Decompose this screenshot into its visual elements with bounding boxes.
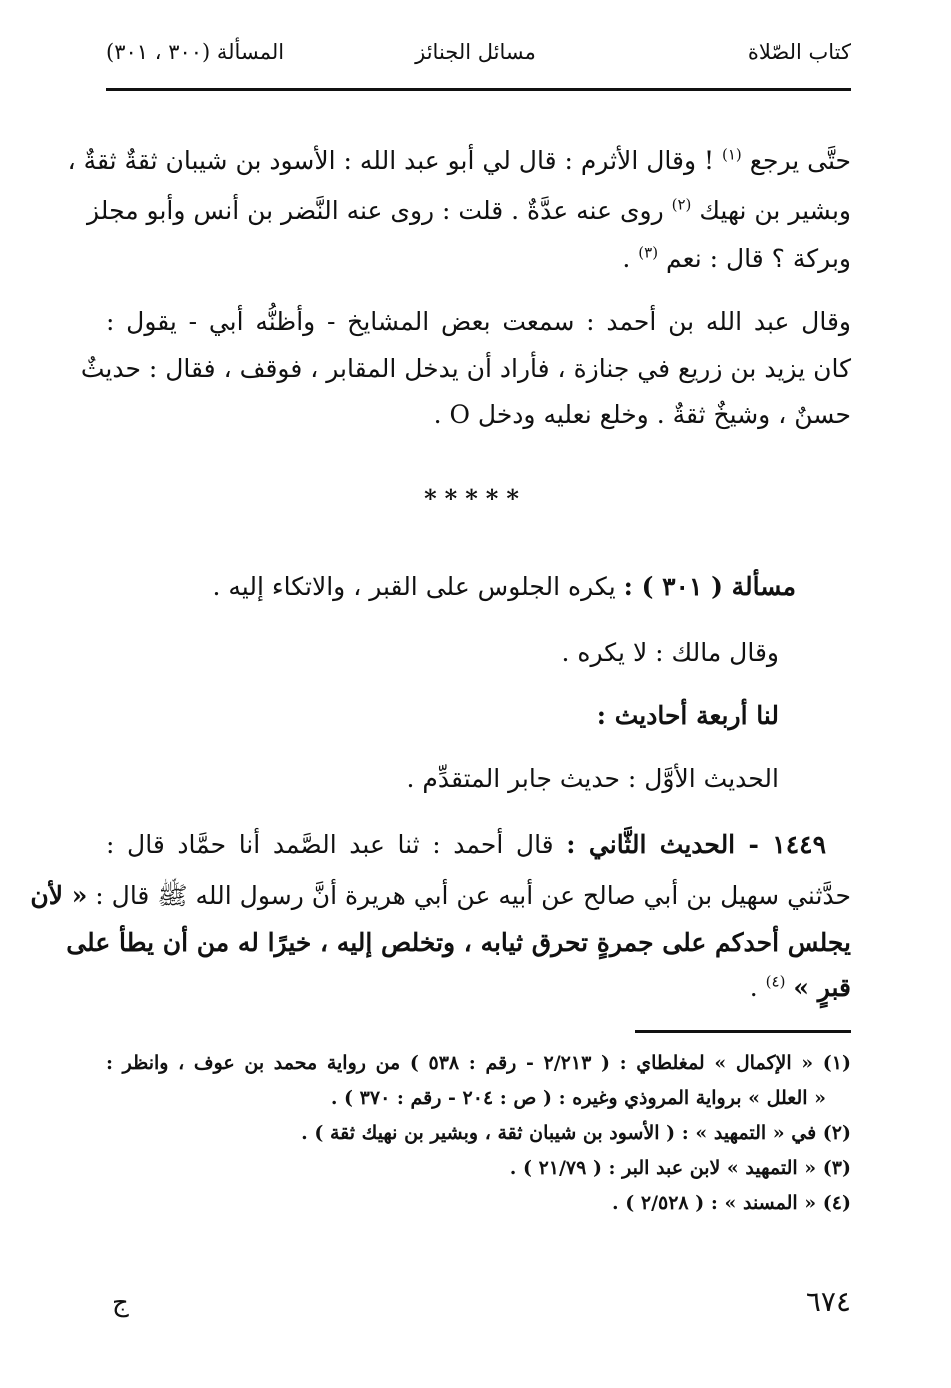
footnote-rule bbox=[635, 1030, 851, 1033]
hadith-line: يجلس أحدكم على جمرةٍ تحرق ثيابه ، وتخلص إليه ، خيرًا له من أن يطأ على bbox=[66, 928, 851, 957]
footnote-4: (٤) « المسند » : ( ٢/٥٢٨ ) . bbox=[612, 1192, 851, 1214]
text-line: وبشير بن نهيك $^{(٢)}$ روى عنه عدَّةٌ . قلت : روى عنه النَّضر بن أنس وأبو مجلز bbox=[87, 195, 851, 225]
footnote-1: (١) « الإكمال » لمغلطاي : ( ٢/٢١٣ - رقم : ٥٣٨ ) من رواية محمد بن عوف ، وانظر : bbox=[106, 1052, 851, 1074]
header-rule bbox=[106, 88, 851, 91]
footnote-ref: (٣) bbox=[638, 243, 659, 262]
text-line: كان يزيد بن زريع في جنازة ، فأراد أن يدخل المقابر ، فوقف ، فقال : حديثٌ bbox=[80, 354, 851, 383]
signature-mark: ج bbox=[112, 1288, 129, 1318]
footnote-ref: (١) bbox=[721, 145, 742, 164]
issue-heading: مسألة ( ٣٠١ ) : يكره الجلوس على القبر ، والاتكاء إليه . bbox=[212, 572, 796, 601]
hadith-line: حدَّثني سهيل بن أبي صالح عن أبيه عن أبي هريرة أنَّ رسول الله ﷺ قال : « لأن bbox=[30, 881, 851, 910]
running-header-issue: المسألة (٣٠٠ ، ٣٠١) bbox=[106, 40, 285, 64]
text-line: وقال مالك : لا يكره . bbox=[561, 638, 779, 667]
hadith-line: قبرٍ » $^{(٤)}$ . bbox=[749, 972, 851, 1002]
running-header-chapter: مسائل الجنائز bbox=[415, 40, 536, 64]
subheading: لنا أربعة أحاديث : bbox=[596, 701, 779, 730]
text-line: وبركة ؟ قال : نعم $^{(٣)}$ . bbox=[622, 243, 851, 273]
text-line: حتَّى يرجع $^{(١)}$ ! وقال الأثرم : قال لي أبو عبد الله : الأسود بن شيبان ثقةٌ ثقةٌ ، bbox=[67, 145, 851, 175]
section-separator: ***** bbox=[424, 484, 527, 513]
footnote-1-cont: « العلل » برواية المروذي وغيره : ( ص : ٢٠٤ - رقم : ٣٧٠ ) . bbox=[330, 1087, 826, 1109]
footnote-ref: (٢) bbox=[671, 195, 692, 214]
text-line: حسنٌ ، وشيخٌ ثقةٌ . وخلع نعليه ودخل O . bbox=[433, 400, 851, 429]
running-header-book: كتاب الصّلاة bbox=[747, 40, 851, 64]
footnote-3: (٣) « التمهيد » لابن عبد البر : ( ٢١/٧٩ ) . bbox=[509, 1157, 851, 1179]
text-line: وقال عبد الله بن أحمد : سمعت بعض المشايخ - وأظنُّه أبي - يقول : bbox=[106, 307, 851, 336]
hadith-line: ١٤٤٩ - الحديث الثَّاني : قال أحمد : ثنا عبد الصَّمد أنا حمَّاد قال : bbox=[106, 830, 826, 859]
footnote-2: (٢) في « التمهيد » : ( الأسود بن شيبان ثقة ، وبشير بن نهيك ثقة ) . bbox=[301, 1122, 851, 1144]
page-number: ٦٧٤ bbox=[805, 1285, 851, 1318]
footnote-ref: (٤) bbox=[765, 972, 786, 991]
text-line: الحديث الأوَّل : حديث جابر المتقدِّم . bbox=[406, 764, 779, 793]
